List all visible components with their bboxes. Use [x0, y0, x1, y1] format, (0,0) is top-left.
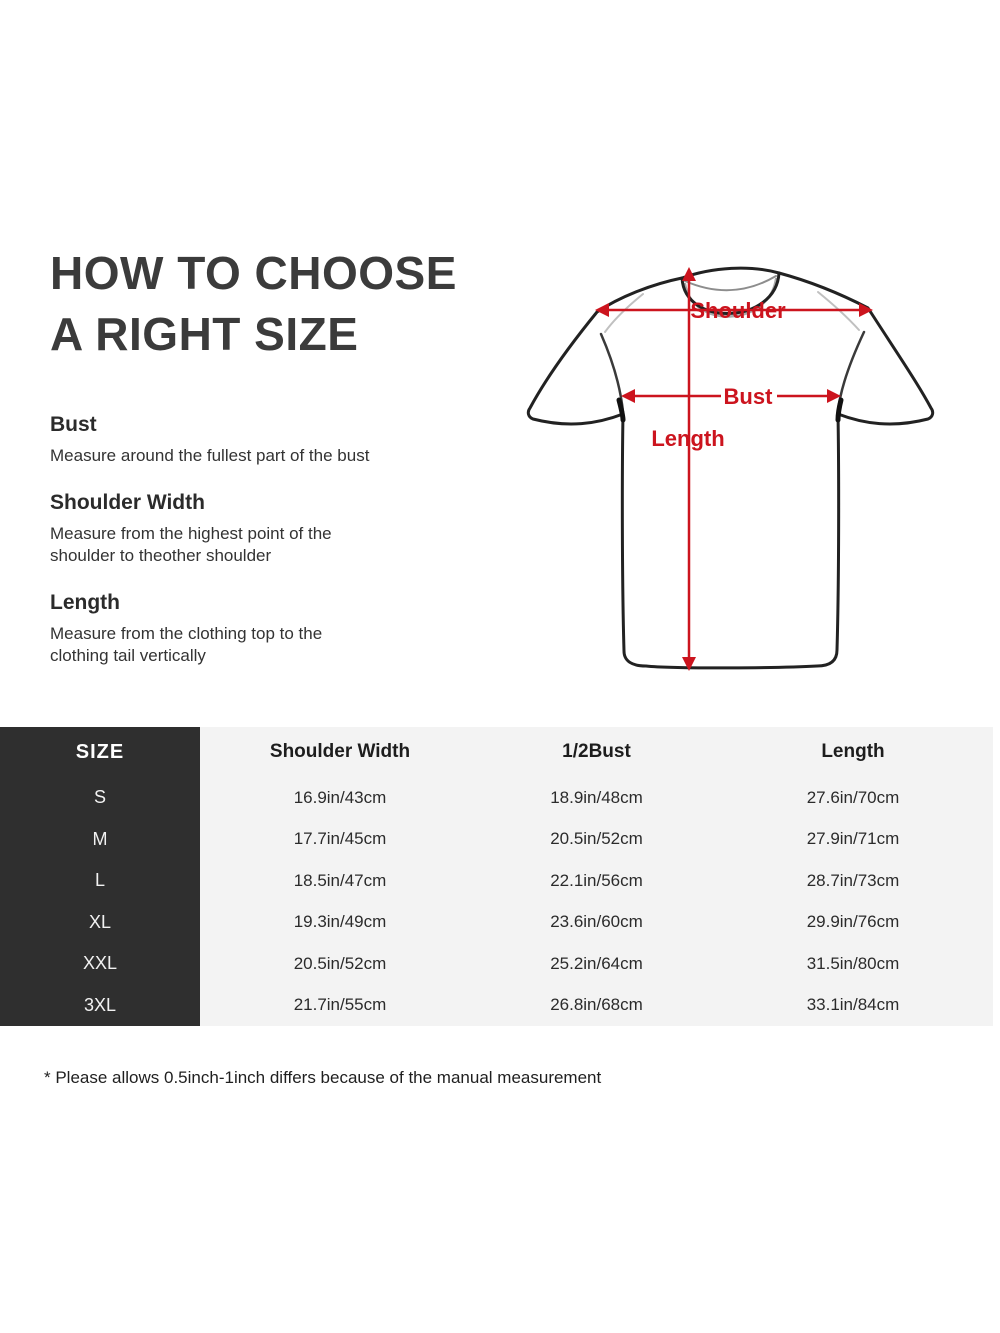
bust-arrow-label: Bust	[723, 384, 773, 409]
page-title	[50, 243, 457, 365]
size-table-header-bust: 1/2Bust	[480, 727, 713, 777]
length-cell: 27.9in/71cm	[713, 819, 993, 861]
bust-cell: 25.2in/64cm	[480, 943, 713, 985]
definition-term: Bust	[50, 413, 97, 436]
definition-text: Measure around the fullest part of the bust	[50, 446, 370, 465]
page-title-line1: HOW TO CHOOSE	[50, 247, 457, 299]
tshirt-outline	[528, 268, 932, 668]
size-cell: M	[0, 819, 200, 861]
shoulder-cell: 20.5in/52cm	[200, 943, 480, 985]
shoulder-cell: 16.9in/43cm	[200, 777, 480, 819]
definition-shoulder-width	[50, 491, 412, 567]
size-table-header-shoulder: Shoulder Width	[200, 727, 480, 777]
definition-text: Measure from the highest point of the	[50, 524, 332, 543]
size-cell: 3XL	[0, 985, 200, 1027]
tshirt-diagram	[525, 262, 935, 677]
definition-term: Length	[50, 591, 120, 614]
definition-text: clothing tail vertically	[50, 646, 206, 665]
size-table-header-length: Length	[713, 727, 993, 777]
shoulder-cell: 18.5in/47cm	[200, 860, 480, 902]
definition-text: shoulder to theother shoulder	[50, 546, 272, 565]
bust-cell: 23.6in/60cm	[480, 902, 713, 944]
size-cell: L	[0, 860, 200, 902]
size-cell: XL	[0, 902, 200, 944]
page-title-line2: A RIGHT SIZE	[50, 308, 359, 360]
definition-text: Measure from the clothing top to the	[50, 624, 323, 643]
length-cell: 31.5in/80cm	[713, 943, 993, 985]
length-cell: 29.9in/76cm	[713, 902, 993, 944]
definition-term: Shoulder Width	[50, 491, 205, 514]
bust-cell: 18.9in/48cm	[480, 777, 713, 819]
length-cell: 33.1in/84cm	[713, 985, 993, 1027]
length-arrow-label: Length	[651, 426, 725, 451]
measurement-definitions	[50, 413, 412, 691]
bust-cell: 20.5in/52cm	[480, 819, 713, 861]
length-cell: 28.7in/73cm	[713, 860, 993, 902]
size-table	[0, 727, 993, 1026]
size-table-header-size: SIZE	[0, 727, 200, 777]
bust-cell: 22.1in/56cm	[480, 860, 713, 902]
definition-length	[50, 591, 412, 667]
size-cell: XXL	[0, 943, 200, 985]
shoulder-cell: 17.7in/45cm	[200, 819, 480, 861]
length-cell: 27.6in/70cm	[713, 777, 993, 819]
measurement-disclaimer: * Please allows 0.5inch-1inch differs because of the manual measurement	[44, 1068, 602, 1087]
shoulder-arrow-label: Shoulder	[690, 298, 786, 323]
definition-bust	[50, 413, 412, 467]
shoulder-cell: 19.3in/49cm	[200, 902, 480, 944]
shoulder-cell: 21.7in/55cm	[200, 985, 480, 1027]
size-cell: S	[0, 777, 200, 819]
bust-cell: 26.8in/68cm	[480, 985, 713, 1027]
tshirt-diagram-svg	[525, 262, 935, 677]
